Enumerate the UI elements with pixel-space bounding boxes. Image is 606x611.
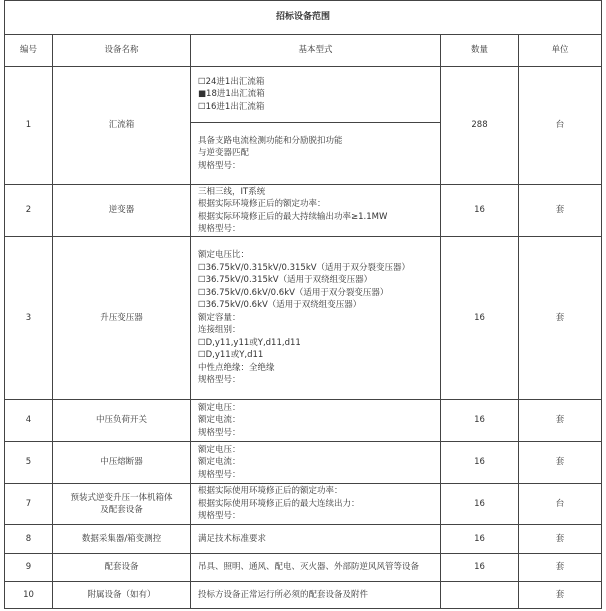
cell-unit: 台 (519, 67, 602, 185)
spec-line: 三相三线，IT系统 (198, 186, 266, 197)
cell-name: 汇流箱 (53, 67, 191, 185)
header-no: 编号 (5, 35, 53, 67)
spec-line: 额定电压： (198, 444, 241, 455)
cell-unit: 套 (519, 525, 602, 554)
cell-spec (191, 123, 441, 185)
spec-line: 规格型号： (198, 511, 241, 522)
table-row (5, 525, 602, 554)
cell-no: 8 (5, 525, 53, 554)
cell-spec (191, 442, 441, 484)
header-qty: 数量 (441, 35, 519, 67)
cell-qty: 16 (441, 484, 519, 525)
cell-qty: 16 (441, 554, 519, 582)
table-row (5, 442, 602, 484)
cell-qty: 16 (441, 237, 519, 400)
cell-no: 10 (5, 582, 53, 609)
cell-name: 预装式逆变升压一体机箱体及配套设备 (53, 484, 191, 525)
cell-qty (441, 582, 519, 609)
spec-line: 规格型号： (198, 469, 241, 480)
cell-unit: 套 (519, 400, 602, 442)
cell-spec (191, 484, 441, 525)
cell-no: 3 (5, 237, 53, 400)
table-row (5, 400, 602, 442)
table-row (5, 237, 602, 400)
header-name: 设备名称 (53, 35, 191, 67)
spec-line: 额定电流： (198, 457, 241, 468)
cell-unit: 套 (519, 554, 602, 582)
table-row (5, 484, 602, 525)
spec-line: 根据实际使用环境修正后的额定功率： (198, 486, 343, 497)
spec-line: 连接组别： (198, 325, 241, 336)
cell-unit: 套 (519, 185, 602, 237)
spec-line: 规格型号： (198, 160, 241, 171)
cell-spec-options (191, 67, 441, 123)
spec-line: 额定电压比： (198, 250, 250, 261)
spec-line: 中性点绝缘：全绝缘 (198, 362, 275, 373)
cell-no: 1 (5, 67, 53, 185)
header-unit: 单位 (519, 35, 602, 67)
spec-line: 额定电压： (198, 402, 241, 413)
cell-qty: 16 (441, 525, 519, 554)
cell-unit: 套 (519, 237, 602, 400)
spec-line: 额定容量： (198, 312, 241, 323)
spec-line: ☐16进1出汇流箱 (198, 101, 265, 112)
cell-no: 2 (5, 185, 53, 237)
cell-spec (191, 400, 441, 442)
spec-line: ☐24进1出汇流箱 (198, 76, 265, 87)
cell-unit: 套 (519, 442, 602, 484)
cell-spec (191, 237, 441, 400)
cell-name: 数据采集器/箱变测控 (53, 525, 191, 554)
cell-name: 配套设备 (53, 554, 191, 582)
cell-qty: 16 (441, 442, 519, 484)
cell-no: 5 (5, 442, 53, 484)
spec-line: ☐36.75kV/0.315kV/0.315kV（适用于双分裂变压器） (198, 262, 411, 273)
spec-line: 根据实际环境修正后的额定功率： (198, 199, 326, 209)
cell-no: 9 (5, 554, 53, 582)
cell-no: 4 (5, 400, 53, 442)
cell-unit: 套 (519, 582, 602, 609)
cell-qty: 16 (441, 185, 519, 237)
spec-line: 满足技术标准要求 (198, 533, 267, 544)
cell-name: 中压熔断器 (53, 442, 191, 484)
spec-line: 吊具、照明、通风、配电、灭火器、外部防逆风风管等设备 (198, 562, 420, 573)
spec-line: ☐36.75kV/0.6kV（适用于双绕组变压器） (198, 300, 362, 311)
cell-unit: 台 (519, 484, 602, 525)
cell-spec (191, 525, 441, 554)
spec-line: 与逆变器匹配 (198, 148, 250, 159)
cell-spec (191, 582, 441, 609)
cell-qty: 16 (441, 400, 519, 442)
cell-spec (191, 554, 441, 582)
spec-line: 投标方设备正常运行所必须的配套设备及附件 (198, 589, 369, 600)
spec-line: 根据实际环境修正后的最大持续输出功率≥1.1MW (198, 211, 388, 222)
spec-line: ■18进1出汇流箱 (198, 89, 265, 100)
spec-line: ☐D,y11,y11或Y,d11,d11 (198, 337, 301, 348)
spec-line: 额定电流： (198, 415, 241, 426)
spec-line: 规格型号： (198, 375, 241, 386)
spec-line: 规格型号： (198, 427, 241, 438)
spec-line: ☐D,y11或Y,d11 (198, 350, 264, 361)
table-row (5, 67, 602, 123)
cell-no: 7 (5, 484, 53, 525)
cell-qty: 288 (441, 67, 519, 185)
header-row (5, 35, 602, 67)
spec-line: 规格型号： (198, 224, 241, 234)
table-row (5, 582, 602, 609)
table-title: 招标设备范围 (5, 1, 602, 35)
cell-spec (191, 185, 441, 237)
spec-line: ☐36.75kV/0.315kV（适用于双绕组变压器） (198, 275, 373, 286)
cell-name: 升压变压器 (53, 237, 191, 400)
spec-line: 具备支路电流检测功能和分励脱扣功能 (198, 135, 343, 146)
table-row (5, 554, 602, 582)
cell-name: 中压负荷开关 (53, 400, 191, 442)
cell-name: 逆变器 (53, 185, 191, 237)
spec-line: 根据实际使用环境修正后的最大连续出力： (198, 498, 360, 509)
cell-name: 附属设备（如有） (53, 582, 191, 609)
table-row (5, 185, 602, 237)
header-spec: 基本型式 (191, 35, 441, 67)
equipment-scope-table (4, 0, 602, 609)
spec-line: ☐36.75kV/0.6kV/0.6kV（适用于双分裂变压器） (198, 287, 389, 298)
